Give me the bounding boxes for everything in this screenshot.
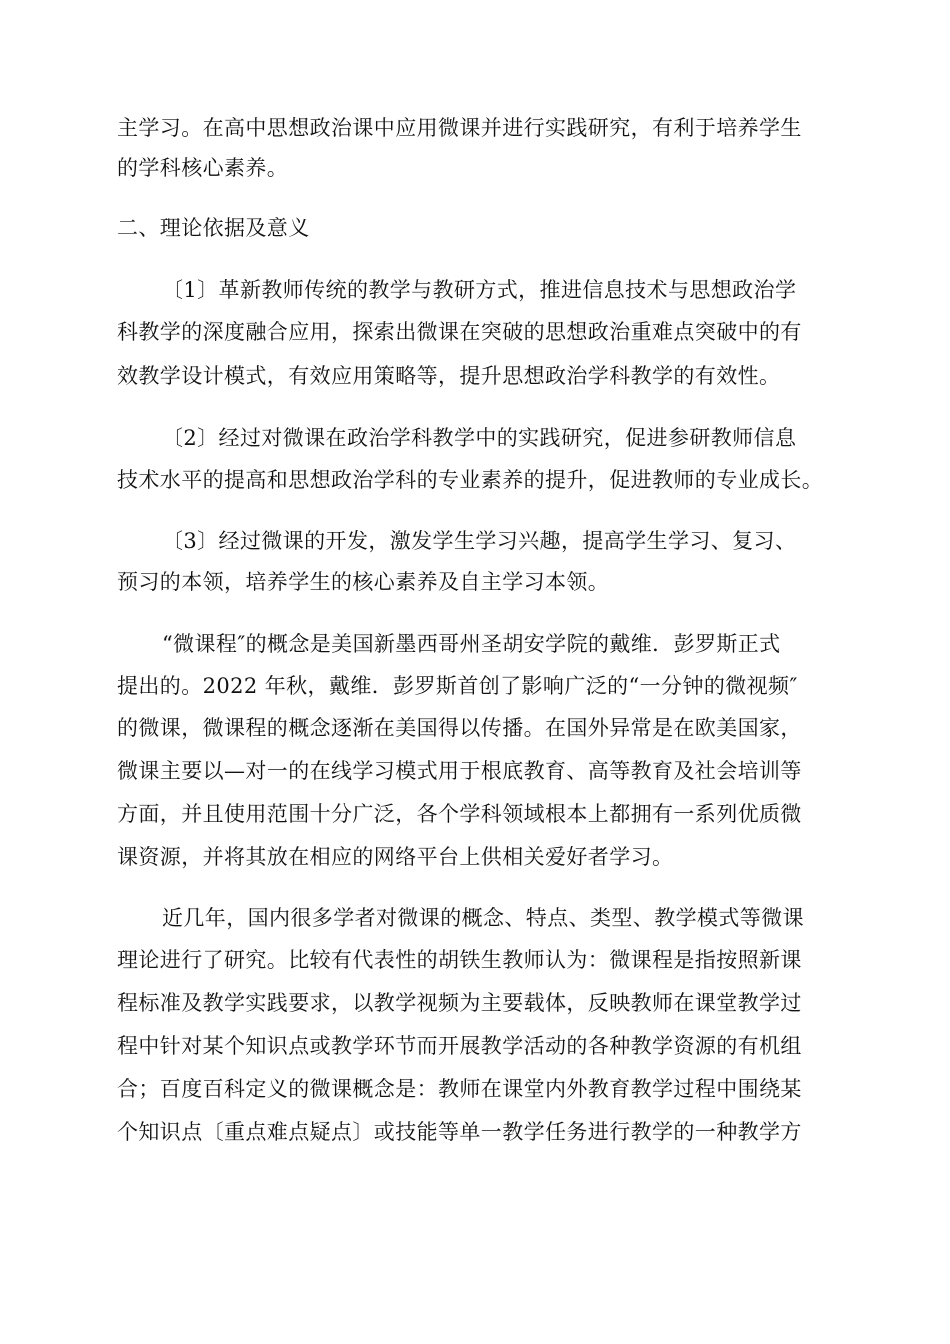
text-line: 程标准及教学实践要求，以教学视频为主要载体，反映教师在课堂教学过: [117, 991, 802, 1015]
text-line: 主学习。在高中思想政治课中应用微课并进行实践研究，有利于培养学生: [117, 116, 802, 140]
text-line: 合；百度百科定义的微课概念是：教师在课堂内外教育教学过程中围绕某: [117, 1077, 802, 1101]
text-line: 课资源，并将其放在相应的网络平台上供相关爱好者学习。: [117, 845, 674, 869]
text-line: 技术水平的提高和思想政治学科的专业素养的提升，促进教师的专业成长。: [117, 468, 824, 492]
text-line: 效教学设计模式，有效应用策略等，提升思想政治学科教学的有效性。: [117, 364, 781, 388]
text-line: 〔1〕革新教师传统的教学与教研方式，推进信息技术与思想政治学: [162, 278, 797, 302]
text-line: 微课主要以—对一的在线学习模式用于根底教育、高等教育及社会培训等: [117, 759, 802, 783]
text-line: 〔3〕经过微课的开发，激发学生学习兴趣，提高学生学习、复习、: [162, 529, 797, 553]
text-line: 科教学的深度融合应用，探索出微课在突破的思想政治重难点突破中的有: [117, 320, 802, 344]
section-heading: 二、理论依据及意义: [117, 216, 310, 240]
text-line: 个知识点〔重点难点疑点〕或技能等单一教学任务进行教学的一种教学方: [117, 1120, 802, 1144]
text-line: “微课程″的概念是美国新墨西哥州圣胡安学院的戴维．彭罗斯正式: [162, 632, 781, 656]
text-line: 的学科核心素养。: [117, 156, 289, 180]
text-line: 近几年，国内很多学者对微课的概念、特点、类型、教学模式等微课: [162, 906, 804, 930]
text-line: 〔2〕经过对微课在政治学科教学中的实践研究，促进参研教师信息: [162, 426, 797, 450]
text-line: 程中针对某个知识点或教学环节而开展教学活动的各种教学资源的有机组: [117, 1034, 802, 1058]
text-line: 提出的。2022 年秋，戴维．彭罗斯首创了影响广泛的“一分钟的微视频″: [117, 674, 798, 698]
text-line: 的微课，微课程的概念逐渐在美国得以传播。在国外异常是在欧美国家，: [117, 716, 802, 740]
text-line: 预习的本领，培养学生的核心素养及自主学习本领。: [117, 570, 610, 594]
text-line: 理论进行了研究。比较有代表性的胡铁生教师认为：微课程是指按照新课: [117, 948, 802, 972]
text-line: 方面，并且使用范围十分广泛，各个学科领域根本上都拥有一系列优质微: [117, 802, 802, 826]
